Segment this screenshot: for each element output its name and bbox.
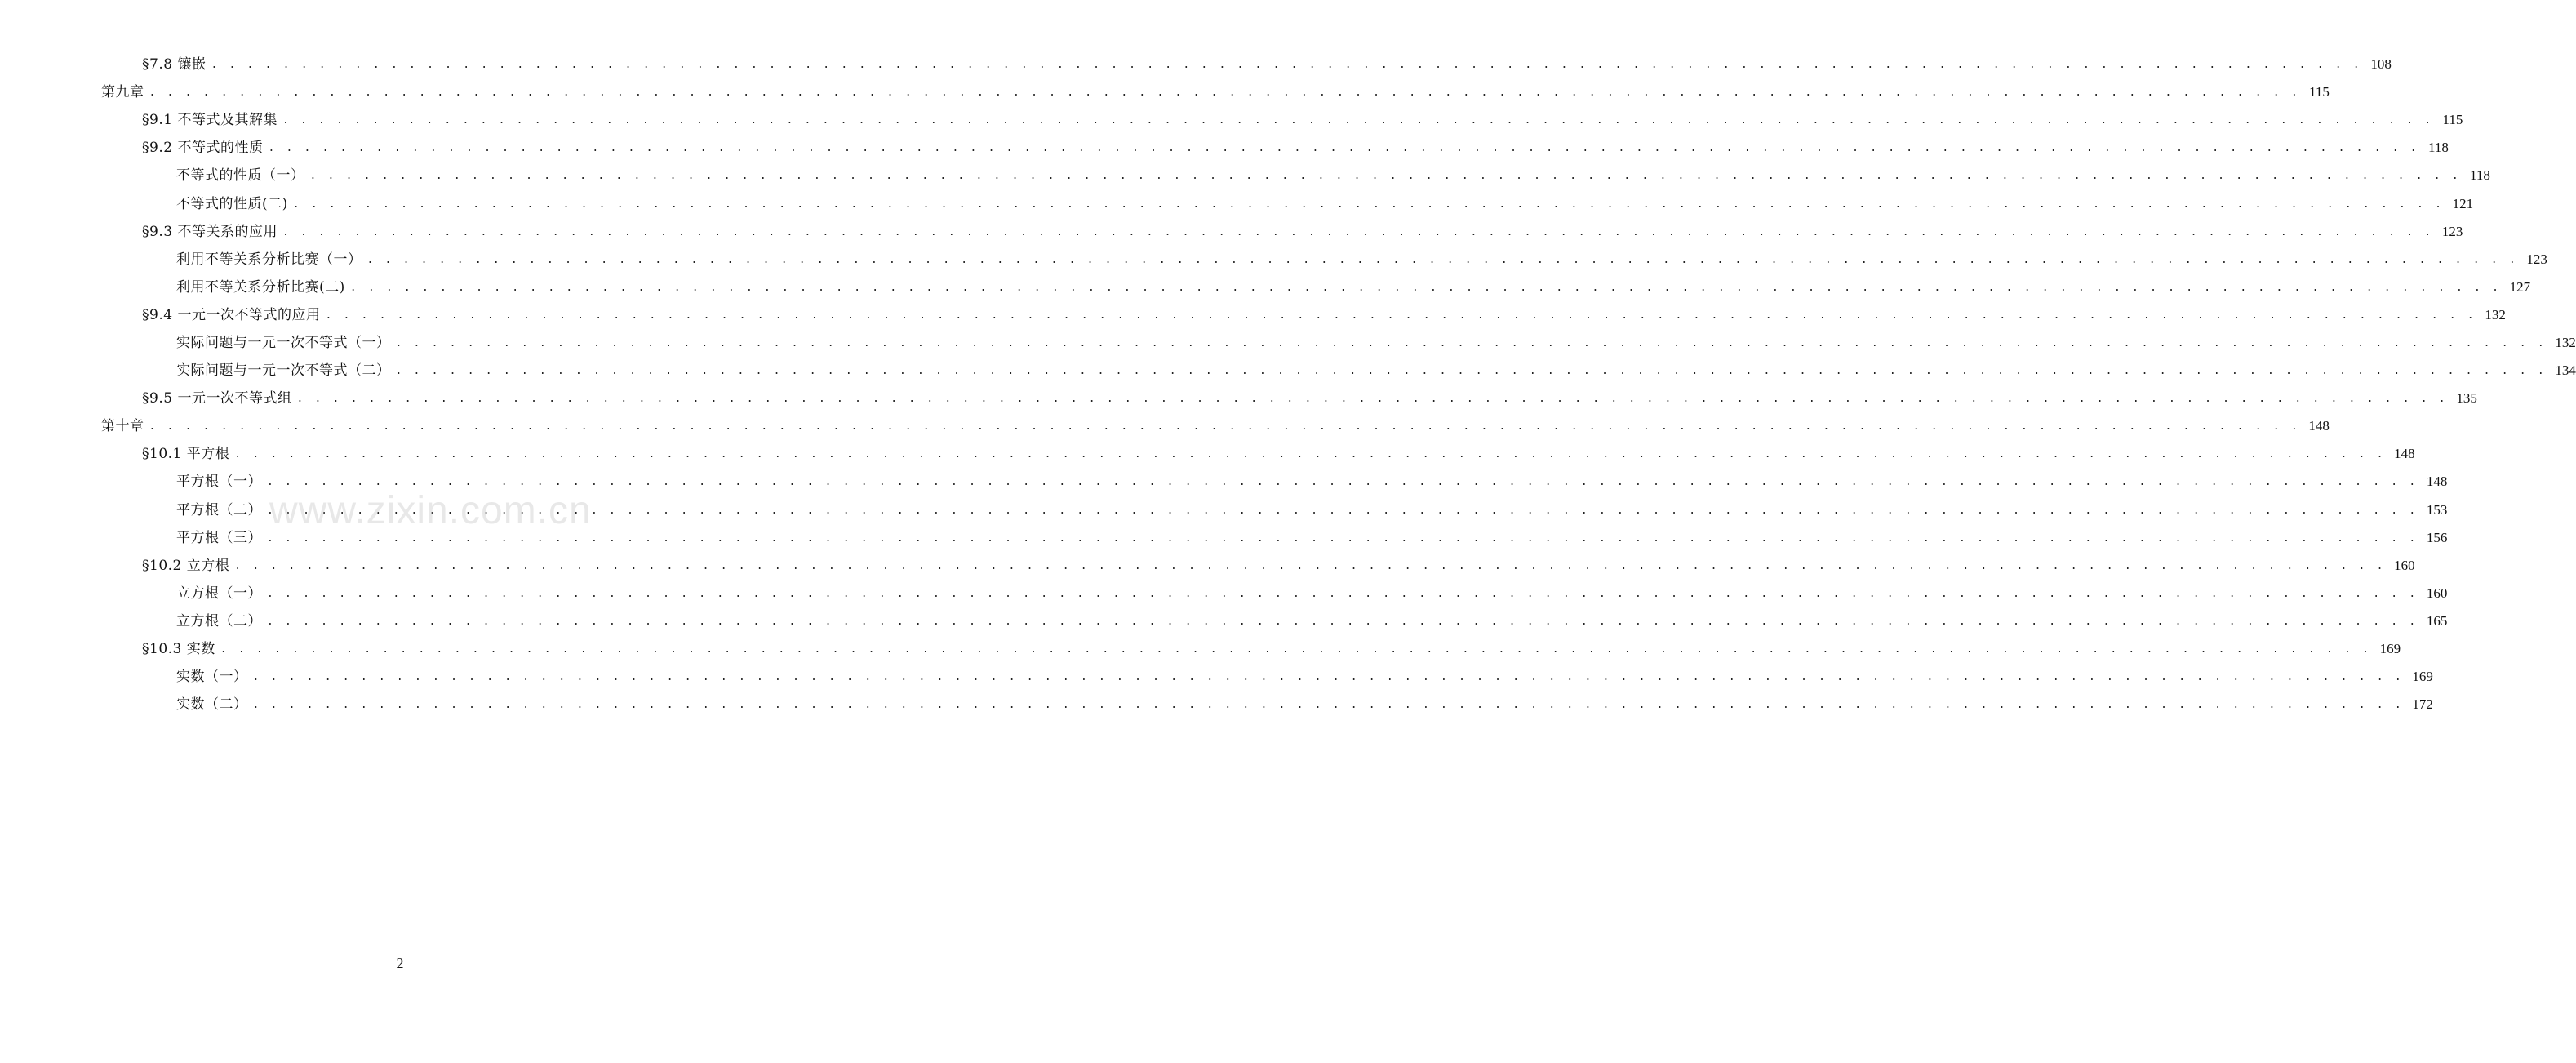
dot-leader: . . . . . . . . . . . . . . . . . . . . . . . . . . . . . . . . . . . . . . . . . . . . . . . . . . . . . . . . . . . . . . . . . . . . . . . . . . . . . . . . . . . . . . . . . . . . . . . . . . . . . . . . . . . . . . . . . . . . . . . . [296,393,2448,406]
toc-entry-title: 第十章 [101,418,144,435]
toc-entry[interactable] [0,385,2477,412]
toc-entry-title: 实数（二） [176,696,248,714]
dot-leader: . . . . . . . . . . . . . . . . . . . . . . . . . . . . . . . . . . . . . . . . . . . . . . . . . . . . . . . . . . . . . . . . . . . . . . . . . . . . . . . . . . . . . . . . . . . . . . . . . . . . . . . . . . . . . . . . . . . . . . . . [252,671,2404,684]
toc-entry[interactable] [0,635,2401,663]
toc-entry-title: §9.4 一元一次不等式的应用 [142,306,321,323]
toc-entry-title: §9.1 不等式及其解集 [142,112,278,129]
toc-entry-page: 156 [2426,529,2448,545]
toc-entry-page: 132 [2555,334,2576,350]
toc-entry-title: 立方根（一） [176,585,262,602]
toc-entry-title: 利用不等关系分析比赛（一） [176,251,362,268]
toc-entry-page: 123 [2441,223,2463,239]
toc-entry[interactable] [0,246,2547,274]
toc-entry-page: 160 [2426,585,2448,601]
toc-entry[interactable] [0,468,2448,496]
toc-entry-title: 不等式的性质(二) [176,195,288,212]
toc-entry-page: 153 [2426,501,2448,518]
toc-entry[interactable] [0,357,2576,385]
toc-entry-page: 148 [2394,446,2415,462]
toc-entry-title: 平方根（三） [176,529,262,546]
toc-entry[interactable] [0,218,2463,246]
toc-entry[interactable] [0,78,2330,106]
toc-entry-page: 148 [2308,418,2330,434]
dot-leader: . . . . . . . . . . . . . . . . . . . . . . . . . . . . . . . . . . . . . . . . . . . . . . . . . . . . . . . . . . . . . . . . . . . . . . . . . . . . . . . . . . . . . . . . . . . . . . . . . . . . . . . . . . . . . . . . . . . . . . . . [211,59,2362,72]
toc-entry-title: §9.2 不等式的性质 [142,140,264,157]
dot-leader: . . . . . . . . . . . . . . . . . . . . . . . . . . . . . . . . . . . . . . . . . . . . . . . . . . . . . . . . . . . . . . . . . . . . . . . . . . . . . . . . . . . . . . . . . . . . . . . . . . . . . . . . . . . . . . . . . . . . . . . . [395,365,2547,378]
dot-leader: . . . . . . . . . . . . . . . . . . . . . . . . . . . . . . . . . . . . . . . . . . . . . . . . . . . . . . . . . . . . . . . . . . . . . . . . . . . . . . . . . . . . . . . . . . . . . . . . . . . . . . . . . . . . . . . . . . . . . . . . [149,87,2300,100]
toc-entry-title: 实数（一） [176,669,248,686]
toc-entry[interactable] [0,134,2449,162]
toc-entry-title: 实际问题与一元一次不等式（二） [176,362,391,380]
toc-entry-page: 169 [2379,641,2401,657]
dot-leader: . . . . . . . . . . . . . . . . . . . . . . . . . . . . . . . . . . . . . . . . . . . . . . . . . . . . . . . . . . . . . . . . . . . . . . . . . . . . . . . . . . . . . . . . . . . . . . . . . . . . . . . . . . . . . . . . . . . . . . . . [220,643,2372,656]
toc-entry[interactable] [0,106,2463,134]
dot-leader: . . . . . . . . . . . . . . . . . . . . . . . . . . . . . . . . . . . . . . . . . . . . . . . . . . . . . . . . . . . . . . . . . . . . . . . . . . . . . . . . . . . . . . . . . . . . . . . . . . . . . . . . . . . . . . . . . . . . . . . . [349,281,2502,294]
dot-leader: . . . . . . . . . . . . . . . . . . . . . . . . . . . . . . . . . . . . . . . . . . . . . . . . . . . . . . . . . . . . . . . . . . . . . . . . . . . . . . . . . . . . . . . . . . . . . . . . . . . . . . . . . . . . . . . . . . . . . . . . [149,420,2300,434]
toc-entry-title: 第九章 [101,84,144,101]
toc-entry[interactable] [0,691,2433,718]
toc-entry-title: 利用不等关系分析比赛(二) [176,278,345,296]
toc-entry-page: 135 [2456,390,2477,407]
toc-entry[interactable] [0,162,2490,189]
dot-leader: . . . . . . . . . . . . . . . . . . . . . . . . . . . . . . . . . . . . . . . . . . . . . . . . . . . . . . . . . . . . . . . . . . . . . . . . . . . . . . . . . . . . . . . . . . . . . . . . . . . . . . . . . . . . . . . . . . . . . . . . [268,142,2419,155]
toc-entry-page: 165 [2426,612,2448,629]
dot-leader: . . . . . . . . . . . . . . . . . . . . . . . . . . . . . . . . . . . . . . . . . . . . . . . . . . . . . . . . . . . . . . . . . . . . . . . . . . . . . . . . . . . . . . . . . . . . . . . . . . . . . . . . . . . . . . . . . . . . . . . . [234,559,2386,572]
toc-entry-title: 平方根（二） [176,501,262,518]
dot-leader: . . . . . . . . . . . . . . . . . . . . . . . . . . . . . . . . . . . . . . . . . . . . . . . . . . . . . . . . . . . . . . . . . . . . . . . . . . . . . . . . . . . . . . . . . . . . . . . . . . . . . . . . . . . . . . . . . . . . . . . . [267,615,2418,628]
toc-entry-page: 160 [2394,557,2415,573]
dot-leader: . . . . . . . . . . . . . . . . . . . . . . . . . . . . . . . . . . . . . . . . . . . . . . . . . . . . . . . . . . . . . . . . . . . . . . . . . . . . . . . . . . . . . . . . . . . . . . . . . . . . . . . . . . . . . . . . . . . . . . . . [267,532,2418,545]
toc-entry-title: 平方根（一） [176,474,262,491]
dot-leader: . . . . . . . . . . . . . . . . . . . . . . . . . . . . . . . . . . . . . . . . . . . . . . . . . . . . . . . . . . . . . . . . . . . . . . . . . . . . . . . . . . . . . . . . . . . . . . . . . . . . . . . . . . . . . . . . . . . . . . . . [395,336,2547,349]
toc-entry-title: §7.8 镶嵌 [142,56,207,73]
toc-entry[interactable] [0,329,2576,357]
toc-entry-page: 132 [2485,306,2506,322]
toc-entry-page: 169 [2412,669,2433,685]
toc-entry[interactable] [0,301,2506,329]
toc-entry-title: 实际问题与一元一次不等式（一） [176,334,391,351]
toc-entry-page: 172 [2412,696,2433,713]
dot-leader: . . . . . . . . . . . . . . . . . . . . . . . . . . . . . . . . . . . . . . . . . . . . . . . . . . . . . . . . . . . . . . . . . . . . . . . . . . . . . . . . . . . . . . . . . . . . . . . . . . . . . . . . . . . . . . . . . . . . . . . . [267,504,2418,517]
toc-entry-page: 108 [2370,56,2392,73]
toc-entry-page: 115 [2309,84,2330,100]
toc-entry[interactable] [0,274,2531,301]
toc-entry-title: 不等式的性质（一） [176,167,305,185]
toc-entry[interactable] [0,552,2415,580]
dot-leader: . . . . . . . . . . . . . . . . . . . . . . . . . . . . . . . . . . . . . . . . . . . . . . . . . . . . . . . . . . . . . . . . . . . . . . . . . . . . . . . . . . . . . . . . . . . . . . . . . . . . . . . . . . . . . . . . . . . . . . . . [282,225,2434,238]
dot-leader: . . . . . . . . . . . . . . . . . . . . . . . . . . . . . . . . . . . . . . . . . . . . . . . . . . . . . . . . . . . . . . . . . . . . . . . . . . . . . . . . . . . . . . . . . . . . . . . . . . . . . . . . . . . . . . . . . . . . . . . . [309,170,2461,183]
toc-entry[interactable] [0,412,2330,440]
toc-entry-page: 123 [2526,251,2547,267]
toc-entry-title: §10.3 实数 [142,641,215,658]
toc-entry[interactable] [0,189,2474,217]
toc-entry-title: §9.3 不等关系的应用 [142,223,278,240]
toc-entry-page: 118 [2427,140,2449,156]
dot-leader: . . . . . . . . . . . . . . . . . . . . . . . . . . . . . . . . . . . . . . . . . . . . . . . . . . . . . . . . . . . . . . . . . . . . . . . . . . . . . . . . . . . . . . . . . . . . . . . . . . . . . . . . . . . . . . . . . . . . . . . . [252,699,2404,712]
dot-leader: . . . . . . . . . . . . . . . . . . . . . . . . . . . . . . . . . . . . . . . . . . . . . . . . . . . . . . . . . . . . . . . . . . . . . . . . . . . . . . . . . . . . . . . . . . . . . . . . . . . . . . . . . . . . . . . . . . . . . . . . [325,309,2476,322]
dot-leader: . . . . . . . . . . . . . . . . . . . . . . . . . . . . . . . . . . . . . . . . . . . . . . . . . . . . . . . . . . . . . . . . . . . . . . . . . . . . . . . . . . . . . . . . . . . . . . . . . . . . . . . . . . . . . . . . . . . . . . . . [267,476,2418,489]
toc-entry-title: §9.5 一元一次不等式组 [142,390,292,407]
toc-entry[interactable] [0,440,2415,468]
dot-leader: . . . . . . . . . . . . . . . . . . . . . . . . . . . . . . . . . . . . . . . . . . . . . . . . . . . . . . . . . . . . . . . . . . . . . . . . . . . . . . . . . . . . . . . . . . . . . . . . . . . . . . . . . . . . . . . . . . . . . . . . [292,198,2445,211]
toc-entry-page: 148 [2426,474,2448,490]
toc-entry[interactable] [0,607,2448,635]
dot-leader: . . . . . . . . . . . . . . . . . . . . . . . . . . . . . . . . . . . . . . . . . . . . . . . . . . . . . . . . . . . . . . . . . . . . . . . . . . . . . . . . . . . . . . . . . . . . . . . . . . . . . . . . . . . . . . . . . . . . . . . . [234,448,2386,461]
toc-entry[interactable] [0,496,2448,524]
toc-entry-page: 115 [2442,112,2463,128]
toc-entry[interactable] [0,663,2433,691]
toc-entry-title: §10.2 立方根 [142,557,230,574]
toc-entry-title: 立方根（二） [176,612,262,629]
toc-entry-page: 118 [2470,167,2490,184]
toc-entry-title: §10.1 平方根 [142,446,230,463]
toc-entry[interactable] [0,524,2448,552]
dot-leader: . . . . . . . . . . . . . . . . . . . . . . . . . . . . . . . . . . . . . . . . . . . . . . . . . . . . . . . . . . . . . . . . . . . . . . . . . . . . . . . . . . . . . . . . . . . . . . . . . . . . . . . . . . . . . . . . . . . . . . . . [366,253,2518,266]
watermark: www.zixin.com.cn [269,489,592,532]
toc-entry[interactable] [0,51,2392,78]
table-of-contents [0,51,2576,718]
toc-entry-page: 127 [2509,278,2531,295]
dot-leader: . . . . . . . . . . . . . . . . . . . . . . . . . . . . . . . . . . . . . . . . . . . . . . . . . . . . . . . . . . . . . . . . . . . . . . . . . . . . . . . . . . . . . . . . . . . . . . . . . . . . . . . . . . . . . . . . . . . . . . . . [282,114,2434,127]
dot-leader: . . . . . . . . . . . . . . . . . . . . . . . . . . . . . . . . . . . . . . . . . . . . . . . . . . . . . . . . . . . . . . . . . . . . . . . . . . . . . . . . . . . . . . . . . . . . . . . . . . . . . . . . . . . . . . . . . . . . . . . . [267,587,2418,600]
page-number: 2 [396,955,404,972]
toc-entry[interactable] [0,580,2448,607]
toc-entry-page: 121 [2452,195,2474,211]
toc-entry-page: 134 [2555,362,2576,379]
